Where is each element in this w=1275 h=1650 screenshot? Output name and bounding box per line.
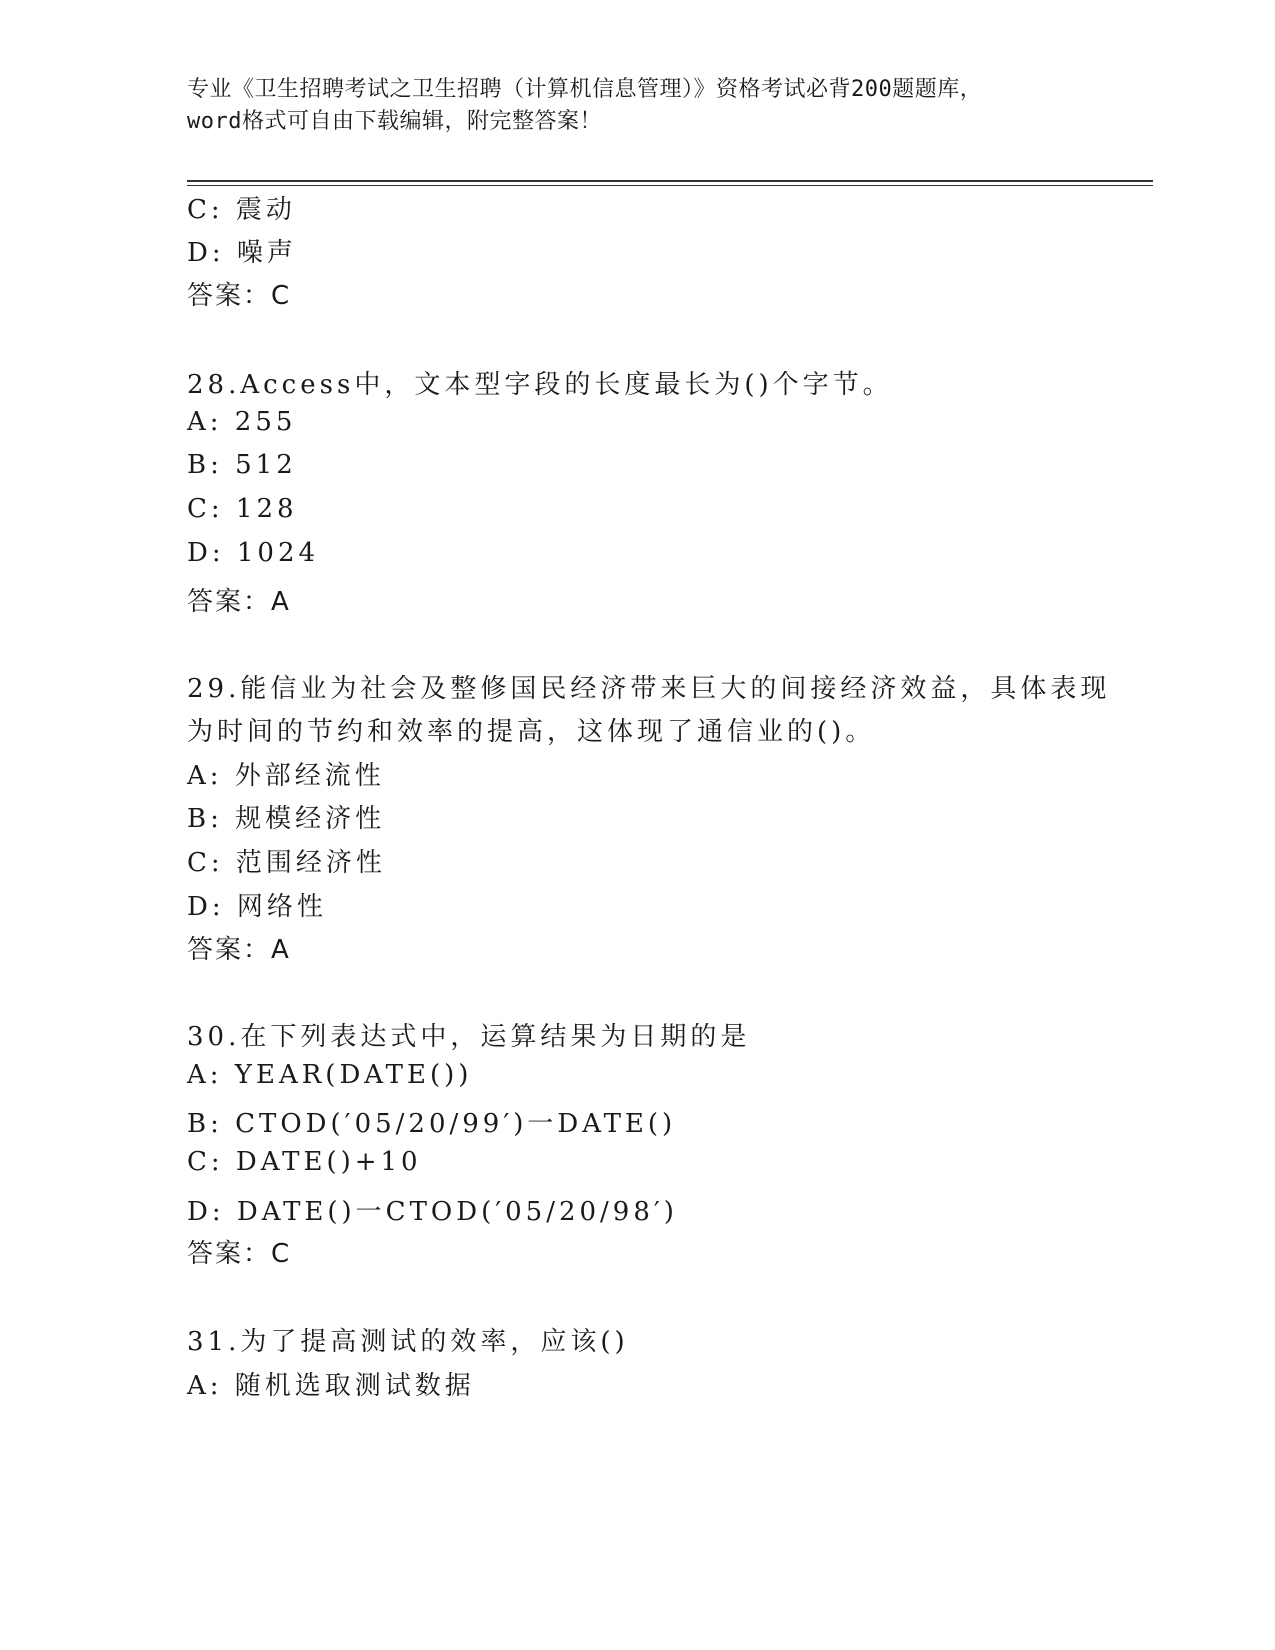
q29-option-b: B: 规模经济性 xyxy=(187,804,386,834)
q28-option-b: B: 512 xyxy=(187,450,297,480)
q31-question: 31.为了提高测试的效率，应该() xyxy=(187,1327,629,1357)
q30-question: 30.在下列表达式中，运算结果为日期的是 xyxy=(187,1022,751,1052)
q28-option-c: C: 128 xyxy=(187,494,298,524)
q29-answer: 答案：A xyxy=(187,935,291,965)
q28-option-d: D: 1024 xyxy=(187,538,320,568)
header-line-2: word格式可自由下载编辑，附完整答案！ xyxy=(187,109,602,134)
q31-option-a: A: 随机选取测试数据 xyxy=(187,1371,475,1401)
header-divider-thin xyxy=(187,185,1153,186)
q29-question-line-2: 为时间的节约和效率的提高，这体现了通信业的()。 xyxy=(187,717,876,747)
q29-option-a: A: 外部经流性 xyxy=(187,761,385,791)
header-line-1: 专业《卫生招聘考试之卫生招聘（计算机信息管理）》资格考试必背200题题库， xyxy=(187,77,983,102)
header-divider-thick xyxy=(187,180,1153,182)
q30-option-c: C: DATE()+10 xyxy=(187,1147,422,1177)
q27-option-d: D: 噪声 xyxy=(187,238,297,268)
document-header xyxy=(187,74,1087,138)
q28-question: 28.Access中，文本型字段的长度最长为()个字节。 xyxy=(187,370,893,400)
q27-answer: 答案：C xyxy=(187,281,292,311)
q29-option-c: C: 范围经济性 xyxy=(187,848,386,878)
q30-option-d: D: DATE()一CTOD(′05/20/98′) xyxy=(187,1197,678,1227)
q29-option-d: D: 网络性 xyxy=(187,892,327,922)
q28-answer: 答案：A xyxy=(187,587,291,617)
q29-question-line-1: 29.能信业为社会及整修国民经济带来巨大的间接经济效益，具体表现 xyxy=(187,674,1111,704)
q30-option-b: B: CTOD(′05/20/99′)一DATE() xyxy=(187,1109,677,1139)
q27-option-c: C: 震动 xyxy=(187,195,296,225)
q30-option-a: A: YEAR(DATE()) xyxy=(187,1060,473,1090)
q28-option-a: A: 255 xyxy=(187,407,297,437)
q30-answer: 答案：C xyxy=(187,1239,292,1269)
